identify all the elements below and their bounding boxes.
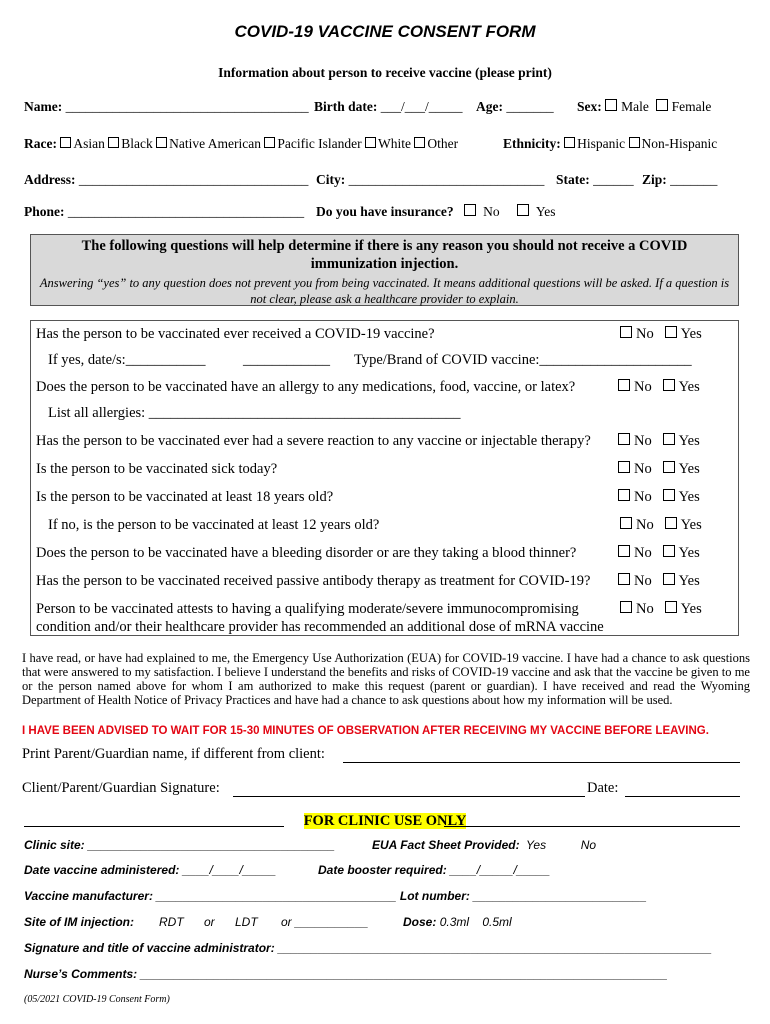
q9-yes-checkbox[interactable]: [665, 601, 677, 613]
q5-no-label: No: [634, 489, 652, 505]
question-prior-vaccine: Has the person to be vaccinated ever received a COVID-19 vaccine?: [36, 326, 435, 342]
administrator-label: Signature and title of vaccine administrator:: [24, 941, 275, 955]
clinic-divider-right: [444, 826, 740, 827]
race-label: Race:: [24, 136, 57, 151]
state-label: State:: [556, 172, 590, 187]
race-black-checkbox[interactable]: [108, 137, 119, 148]
sex-male-checkbox[interactable]: [605, 99, 617, 111]
q2-yes-label: Yes: [678, 379, 700, 395]
q5-yes-checkbox[interactable]: [663, 489, 675, 501]
question-age-12-answers: [620, 517, 702, 534]
question-immunocompromised-line2: condition and/or their healthcare provider has recommended an additional dose of mRNA vaccine: [36, 619, 604, 635]
date-administered-label: Date vaccine administered:: [24, 863, 180, 877]
clinic-use-header-text: FOR CLINIC USE ONLY: [303, 813, 467, 829]
race-asian-checkbox[interactable]: [60, 137, 71, 148]
address-field[interactable]: __________________________________: [78, 172, 309, 187]
race-pacific-islander-checkbox[interactable]: [264, 137, 275, 148]
date-administered-field[interactable]: ____/____/_____: [182, 863, 277, 877]
q7-no-checkbox[interactable]: [618, 545, 630, 557]
q8-no-checkbox[interactable]: [618, 573, 630, 585]
q4-yes-label: Yes: [678, 461, 700, 477]
im-site-other-field[interactable]: or ___________: [281, 915, 369, 929]
sex-female-label: Female: [671, 99, 712, 114]
ethnicity-hispanic-checkbox[interactable]: [564, 137, 575, 148]
question-immunocompromised-line1: Person to be vaccinated attests to having a qualifying moderate/severe immunocompromising: [36, 601, 579, 617]
name-row: [24, 99, 309, 115]
prior-vaccine-brand[interactable]: Type/Brand of COVID vaccine:_____________________: [354, 352, 692, 368]
sex-label: Sex:: [577, 99, 602, 114]
ethnicity-non-hispanic-checkbox[interactable]: [629, 137, 640, 148]
booster-label: Date booster required:: [318, 863, 447, 877]
q7-no-label: No: [634, 545, 652, 561]
race-asian-label: Asian: [73, 136, 105, 151]
clinic-site-label: Clinic site:: [24, 838, 85, 852]
question-age-12: If no, is the person to be vaccinated at least 12 years old?: [48, 517, 380, 533]
question-antibody-therapy: Has the person to be vaccinated received passive antibody therapy as treatment for COVID-19?: [36, 573, 591, 589]
question-sick-today-answers: [618, 461, 700, 478]
age-field[interactable]: _______: [506, 99, 554, 114]
q1-no-checkbox[interactable]: [620, 326, 632, 338]
signature-date-label: Date:: [587, 780, 619, 796]
im-site-rdt-option[interactable]: RDT: [159, 915, 184, 929]
insurance-label: Do you have insurance?: [316, 204, 454, 219]
print-guardian-line[interactable]: [343, 762, 740, 763]
manufacturer-field[interactable]: ____________________________________: [156, 889, 397, 903]
address-row: [24, 172, 308, 188]
administrator-field[interactable]: _________________________________________________________________: [278, 941, 712, 955]
q7-yes-checkbox[interactable]: [663, 545, 675, 557]
form-title: COVID-19 VACCINE CONSENT FORM: [234, 22, 536, 41]
q9-no-label: No: [636, 601, 654, 617]
lot-number-field[interactable]: __________________________: [473, 889, 647, 903]
sex-male-label: Male: [621, 99, 649, 114]
state-field[interactable]: ______: [593, 172, 634, 187]
form-footer: (05/2021 COVID-19 Consent Form): [24, 994, 170, 1005]
clinic-use-header: [0, 812, 770, 830]
question-age-18-answers: [618, 489, 700, 506]
race-native-american-checkbox[interactable]: [156, 137, 167, 148]
age-label: Age:: [476, 99, 503, 114]
q6-no-checkbox[interactable]: [620, 517, 632, 529]
nurse-comments-row: [24, 967, 668, 981]
signature-line[interactable]: [233, 796, 585, 797]
question-age-18: Is the person to be vaccinated at least 18 years old?: [36, 489, 334, 505]
address-label: Address:: [24, 172, 76, 187]
question-allergy: Does the person to be vaccinated have an allergy to any medications, food, vaccine, or latex?: [36, 379, 576, 395]
zip-label: Zip:: [642, 172, 667, 187]
q5-no-checkbox[interactable]: [618, 489, 630, 501]
q8-yes-checkbox[interactable]: [663, 573, 675, 585]
phone-field[interactable]: ___________________________________: [67, 204, 305, 219]
info-note: Answering “yes” to any question does not prevent you from being vaccinated. It means additional questions will be asked. If a question is not clear, please ask a healthcare provider to explain.: [39, 276, 730, 306]
birth-date-field[interactable]: ___/___/_____: [380, 99, 463, 114]
q3-no-label: No: [634, 433, 652, 449]
im-site-label: Site of IM injection:: [24, 915, 134, 929]
info-heading: The following questions will help determine if there is any reason you should not receive a COVID immunization injection.: [81, 238, 688, 272]
question-antibody-therapy-answers: [618, 573, 700, 590]
date-administered-row: [24, 863, 276, 877]
question-sick-today: Is the person to be vaccinated sick today?: [36, 461, 278, 477]
q6-no-label: No: [636, 517, 654, 533]
birth-date-label: Birth date:: [314, 99, 378, 114]
dose-label: Dose:: [403, 915, 437, 929]
city-label: City:: [316, 172, 346, 187]
race-black-label: Black: [121, 136, 153, 151]
q6-yes-checkbox[interactable]: [665, 517, 677, 529]
dose-row: [403, 915, 512, 929]
q5-yes-label: Yes: [678, 489, 700, 505]
q2-yes-checkbox[interactable]: [663, 379, 675, 391]
allergy-list-field[interactable]: List all allergies: ___________________________________________: [48, 405, 461, 421]
clinic-site-row: [24, 838, 335, 852]
q8-no-label: No: [634, 573, 652, 589]
observation-advisory: I HAVE BEEN ADVISED TO WAIT FOR 15-30 MINUTES OF OBSERVATION AFTER RECEIVING MY VACCINE BEFORE LEAVING.: [22, 725, 709, 737]
q3-no-checkbox[interactable]: [618, 433, 630, 445]
name-field[interactable]: ____________________________________: [65, 99, 309, 114]
lot-number-label: Lot number:: [399, 889, 470, 903]
im-site-row: [24, 915, 134, 929]
insurance-yes-checkbox[interactable]: [517, 204, 529, 216]
info-box: [30, 234, 739, 306]
eua-yes-option[interactable]: Yes: [526, 838, 547, 852]
phone-label: Phone:: [24, 204, 65, 219]
manufacturer-label: Vaccine manufacturer:: [24, 889, 153, 903]
insurance-no-label: No: [483, 204, 500, 219]
zip-row: [642, 172, 717, 188]
ethnicity-hispanic-label: Hispanic: [577, 136, 626, 151]
form-subtitle: Information about person to receive vaccine (please print): [218, 65, 552, 80]
question-prior-vaccine-answers: [620, 326, 702, 343]
print-guardian-label: Print Parent/Guardian name, if different from client:: [22, 746, 325, 762]
state-row: [556, 172, 634, 188]
q2-no-label: No: [634, 379, 652, 395]
question-severe-reaction: Has the person to be vaccinated ever had a severe reaction to any vaccine or injectable therapy?: [36, 433, 591, 449]
question-bleeding-disorder: Does the person to be vaccinated have a bleeding disorder or are they taking a blood thinner?: [36, 545, 577, 561]
eua-no-option[interactable]: No: [580, 838, 597, 852]
nurse-comments-field[interactable]: _______________________________________________________________________________: [140, 967, 668, 981]
ethnicity-non-hispanic-label: Non-Hispanic: [641, 136, 718, 151]
question-severe-reaction-answers: [618, 433, 700, 450]
q2-no-checkbox[interactable]: [618, 379, 630, 391]
prior-vaccine-dates-2[interactable]: ____________: [243, 352, 330, 368]
q1-yes-label: Yes: [680, 326, 702, 342]
q4-no-label: No: [634, 461, 652, 477]
dose-0-3ml-option[interactable]: 0.3ml: [439, 915, 470, 929]
phone-row: [24, 204, 304, 220]
im-site-ldt-option[interactable]: LDT: [235, 915, 258, 929]
dose-0-5ml-option[interactable]: 0.5ml: [482, 915, 512, 929]
consent-paragraph: I have read, or have had explained to me, the Emergency Use Authorization (EUA) for COVID-19 vaccine. I have had a chance to ask questions that were answered to my satisfaction. I believe I understand the benefits and risks of COVID-19 vaccine and ask that the vaccine be given to me or the person named above for whom I am authorized to make this request (parent or guardian). I have received and read the Wyoming Department of Health Notice of Privacy Practices and have had a chance to ask questions about how my information will be used.: [22, 651, 750, 707]
age-row: [476, 99, 554, 115]
race-native-american-label: Native American: [169, 136, 261, 151]
city-row: [316, 172, 544, 188]
q9-yes-label: Yes: [680, 601, 702, 617]
q3-yes-label: Yes: [678, 433, 700, 449]
signature-label: Client/Parent/Guardian Signature:: [22, 780, 220, 796]
city-field[interactable]: _____________________________: [348, 172, 545, 187]
race-pacific-islander-label: Pacific Islander: [277, 136, 362, 151]
ethnicity-row: [503, 136, 717, 152]
eua-label: EUA Fact Sheet Provided:: [372, 838, 520, 852]
ethnicity-label: Ethnicity:: [503, 136, 561, 151]
booster-row: [318, 863, 550, 877]
prior-vaccine-dates[interactable]: If yes, date/s:___________: [48, 352, 206, 368]
q9-no-checkbox[interactable]: [620, 601, 632, 613]
nurse-comments-label: Nurse’s Comments:: [24, 967, 138, 981]
q6-yes-label: Yes: [680, 517, 702, 533]
clinic-site-field[interactable]: _____________________________________: [88, 838, 335, 852]
race-white-label: White: [378, 136, 412, 151]
q1-yes-checkbox[interactable]: [665, 326, 677, 338]
q7-yes-label: Yes: [678, 545, 700, 561]
sex-row: [577, 99, 711, 115]
q3-yes-checkbox[interactable]: [663, 433, 675, 445]
race-row: [24, 136, 458, 152]
insurance-no-checkbox[interactable]: [464, 204, 476, 216]
q4-yes-checkbox[interactable]: [663, 461, 675, 473]
q1-no-label: No: [636, 326, 654, 342]
signature-date-line[interactable]: [625, 796, 740, 797]
q4-no-checkbox[interactable]: [618, 461, 630, 473]
question-immunocompromised-answers: [620, 601, 702, 618]
race-other-label: Other: [427, 136, 459, 151]
im-site-or-1: or: [204, 915, 215, 929]
booster-field[interactable]: ____/_____/_____: [450, 863, 551, 877]
name-label: Name:: [24, 99, 63, 114]
birth-date-row: [314, 99, 463, 115]
q8-yes-label: Yes: [678, 573, 700, 589]
administrator-row: [24, 941, 712, 955]
race-other-checkbox[interactable]: [414, 137, 425, 148]
insurance-yes-label: Yes: [535, 204, 556, 219]
question-bleeding-disorder-answers: [618, 545, 700, 562]
zip-field[interactable]: _______: [670, 172, 718, 187]
race-white-checkbox[interactable]: [365, 137, 376, 148]
question-allergy-answers: [618, 379, 700, 396]
sex-female-checkbox[interactable]: [656, 99, 668, 111]
manufacturer-row: [24, 889, 647, 903]
insurance-row: [316, 204, 556, 220]
eua-row: [372, 838, 596, 852]
